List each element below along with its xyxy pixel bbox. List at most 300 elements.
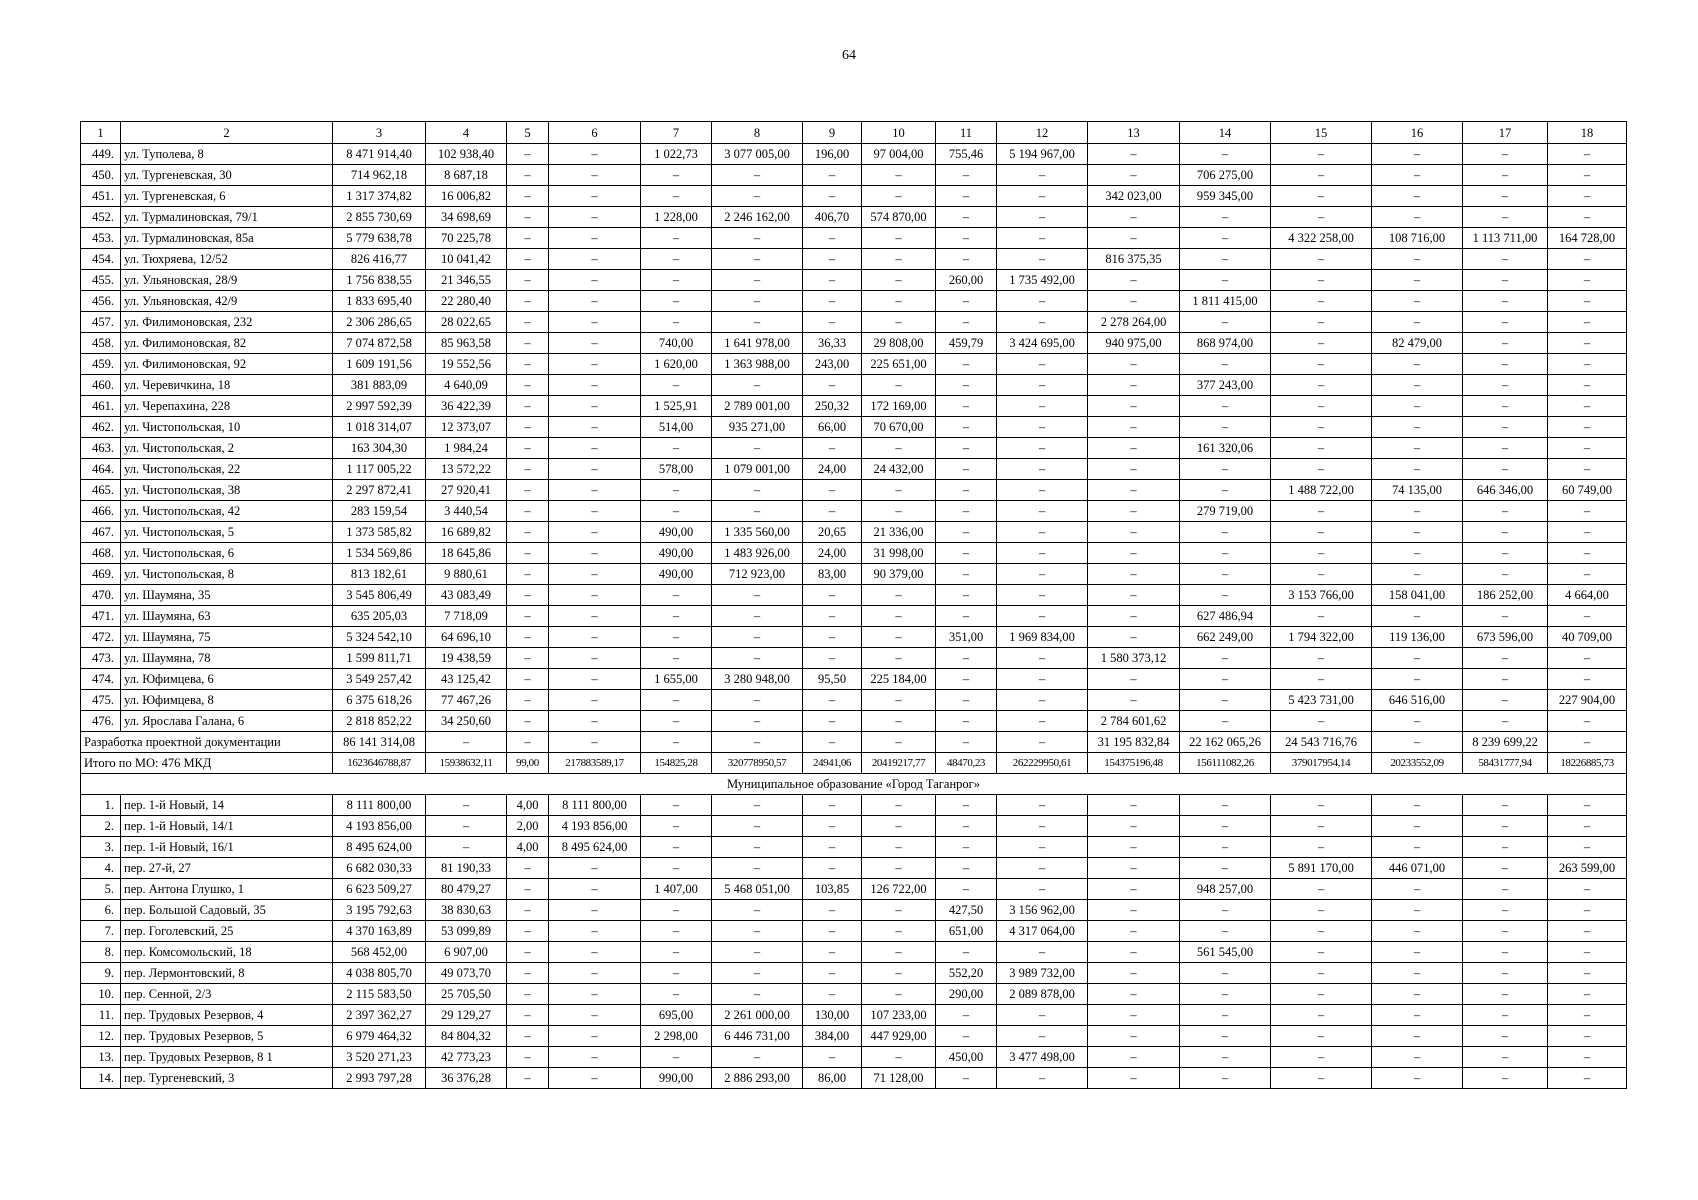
table-cell: – [997, 942, 1088, 963]
table-cell: – [1548, 606, 1627, 627]
table-cell: – [1180, 669, 1271, 690]
table-cell: 2 784 601,62 [1088, 711, 1180, 732]
table-cell: – [549, 1026, 641, 1047]
table-cell: 70 225,78 [426, 228, 507, 249]
table-cell: – [936, 165, 997, 186]
table-cell: – [997, 669, 1088, 690]
table-cell: – [507, 732, 549, 753]
table-cell: – [1372, 837, 1463, 858]
table-cell: – [1180, 921, 1271, 942]
table-cell: 19 552,56 [426, 354, 507, 375]
table-cell: – [1271, 1068, 1372, 1089]
table-cell: – [1463, 648, 1548, 669]
table-row [81, 963, 1627, 984]
table-cell: – [712, 270, 803, 291]
table-cell: – [1463, 396, 1548, 417]
table-cell: – [712, 648, 803, 669]
table-cell: ул. Чистопольская, 8 [121, 564, 333, 585]
table-cell: – [1271, 543, 1372, 564]
table-cell: – [1271, 837, 1372, 858]
table-cell: – [1271, 354, 1372, 375]
table-cell: – [1088, 354, 1180, 375]
table-cell: 10. [81, 984, 121, 1005]
table-cell: – [549, 207, 641, 228]
table-cell: – [1271, 291, 1372, 312]
table-cell: – [862, 501, 936, 522]
table-cell: – [507, 858, 549, 879]
table-cell: – [549, 648, 641, 669]
table-cell: 196,00 [803, 144, 862, 165]
table-cell: – [549, 900, 641, 921]
table-cell: 4. [81, 858, 121, 879]
table-cell: 107 233,00 [862, 1005, 936, 1026]
table-cell: – [862, 627, 936, 648]
table-cell: – [803, 942, 862, 963]
table-cell: – [1372, 396, 1463, 417]
table-cell: – [641, 1047, 712, 1068]
table-cell: – [1180, 858, 1271, 879]
table-cell: – [1372, 459, 1463, 480]
table-cell: – [936, 1068, 997, 1089]
table-cell: – [1088, 1005, 1180, 1026]
table-cell: – [641, 312, 712, 333]
table-cell: – [549, 459, 641, 480]
table-cell: 466. [81, 501, 121, 522]
table-cell: – [1548, 1005, 1627, 1026]
table-row [81, 606, 1627, 627]
table-cell: 15 [1271, 122, 1372, 144]
table-cell: – [549, 879, 641, 900]
table-cell: – [507, 669, 549, 690]
table-cell: – [1372, 207, 1463, 228]
table-cell: – [1548, 186, 1627, 207]
table-cell: 83,00 [803, 564, 862, 585]
table-cell: – [1180, 522, 1271, 543]
table-cell: – [1271, 522, 1372, 543]
table-cell: 474. [81, 669, 121, 690]
table-cell: – [1548, 900, 1627, 921]
table-cell: – [1271, 186, 1372, 207]
table-cell: ул. Тургеневская, 6 [121, 186, 333, 207]
table-cell: – [549, 1005, 641, 1026]
table-cell: – [936, 585, 997, 606]
table-cell: 64 696,10 [426, 627, 507, 648]
table-cell: 461. [81, 396, 121, 417]
table-cell: – [712, 186, 803, 207]
table-cell: – [803, 480, 862, 501]
table-cell: 48470,23 [936, 753, 997, 774]
table-cell: – [1372, 942, 1463, 963]
table-cell: – [997, 543, 1088, 564]
table-cell: 467. [81, 522, 121, 543]
table-cell: 1 079 001,00 [712, 459, 803, 480]
table-cell: 3 520 271,23 [333, 1047, 426, 1068]
table-cell: – [1463, 333, 1548, 354]
table-cell: – [641, 270, 712, 291]
table-cell: 5 423 731,00 [1271, 690, 1372, 711]
table-cell: – [1463, 207, 1548, 228]
table-cell: – [507, 417, 549, 438]
table-cell: – [507, 1068, 549, 1089]
table-cell: – [549, 669, 641, 690]
table-cell: 574 870,00 [862, 207, 936, 228]
table-cell: – [1088, 417, 1180, 438]
section-row [81, 774, 1627, 795]
table-cell: 66,00 [803, 417, 862, 438]
table-cell: – [997, 312, 1088, 333]
table-cell: 24,00 [803, 543, 862, 564]
table-cell: – [803, 186, 862, 207]
table-cell: 5 324 542,10 [333, 627, 426, 648]
table-cell: – [641, 837, 712, 858]
table-cell: – [507, 1026, 549, 1047]
table-cell: 695,00 [641, 1005, 712, 1026]
table-cell: 6 979 464,32 [333, 1026, 426, 1047]
table-cell: – [803, 963, 862, 984]
table-cell: – [1463, 879, 1548, 900]
table-cell: – [997, 417, 1088, 438]
table-cell: – [997, 480, 1088, 501]
table-cell: – [549, 1047, 641, 1068]
table-cell: – [803, 312, 862, 333]
table-cell: ул. Шаумяна, 75 [121, 627, 333, 648]
table-cell: – [997, 438, 1088, 459]
table-cell: 627 486,94 [1180, 606, 1271, 627]
table-row [81, 207, 1627, 228]
table-cell: – [712, 249, 803, 270]
table-row [81, 1068, 1627, 1089]
table-cell: 1 018 314,07 [333, 417, 426, 438]
table-cell: ул. Турмалиновская, 85а [121, 228, 333, 249]
table-cell: – [1088, 984, 1180, 1005]
table-cell: – [1372, 963, 1463, 984]
table-cell: 469. [81, 564, 121, 585]
table-cell: – [641, 249, 712, 270]
table-cell: – [1088, 375, 1180, 396]
table-cell: – [1463, 900, 1548, 921]
table-row [81, 669, 1627, 690]
table-cell: пер. Трудовых Резервов, 5 [121, 1026, 333, 1047]
table-cell: – [507, 711, 549, 732]
table-cell: – [862, 963, 936, 984]
table-cell: – [997, 837, 1088, 858]
table-cell: – [803, 438, 862, 459]
table-cell: – [1088, 1047, 1180, 1068]
table-cell: – [712, 480, 803, 501]
table-cell: 9 [803, 122, 862, 144]
table-cell: 225 184,00 [862, 669, 936, 690]
table-cell: – [1088, 942, 1180, 963]
table-cell: – [1372, 249, 1463, 270]
table-row [81, 291, 1627, 312]
table-cell: 20419217,77 [862, 753, 936, 774]
table-cell: 490,00 [641, 564, 712, 585]
table-cell: 1 620,00 [641, 354, 712, 375]
table-row [81, 438, 1627, 459]
table-cell: – [1180, 207, 1271, 228]
table-cell: – [936, 186, 997, 207]
table-cell: – [997, 585, 1088, 606]
table-cell: – [1088, 585, 1180, 606]
table-cell: – [549, 564, 641, 585]
table-cell: 77 467,26 [426, 690, 507, 711]
table-cell: – [507, 921, 549, 942]
table-cell: 13 572,22 [426, 459, 507, 480]
table-cell: 475. [81, 690, 121, 711]
table-cell: 381 883,09 [333, 375, 426, 396]
table-row [81, 816, 1627, 837]
table-cell: – [936, 396, 997, 417]
table-cell: – [1548, 207, 1627, 228]
table-cell: – [549, 543, 641, 564]
table-cell: 4 193 856,00 [333, 816, 426, 837]
table-cell: – [507, 249, 549, 270]
table-cell: 81 190,33 [426, 858, 507, 879]
table-cell: ул. Филимоновская, 92 [121, 354, 333, 375]
table-cell: – [862, 732, 936, 753]
table-cell: 1 [81, 122, 121, 144]
table-cell: – [1372, 522, 1463, 543]
table-cell: 161 320,06 [1180, 438, 1271, 459]
table-cell: – [507, 228, 549, 249]
table-cell: – [1088, 795, 1180, 816]
table-row [81, 375, 1627, 396]
table-cell: – [1463, 522, 1548, 543]
table-cell: – [641, 186, 712, 207]
table-cell: – [1548, 543, 1627, 564]
table-cell: – [549, 291, 641, 312]
table-cell: 8 471 914,40 [333, 144, 426, 165]
table-cell: 31 195 832,84 [1088, 732, 1180, 753]
table-cell: 2 886 293,00 [712, 1068, 803, 1089]
table-cell: – [507, 648, 549, 669]
table-cell: 103,85 [803, 879, 862, 900]
table-cell: – [997, 207, 1088, 228]
table-cell: 813 182,61 [333, 564, 426, 585]
table-cell: – [1372, 816, 1463, 837]
table-cell: 578,00 [641, 459, 712, 480]
table-cell: – [803, 228, 862, 249]
table-cell: – [1180, 816, 1271, 837]
table-row [81, 333, 1627, 354]
table-row [81, 270, 1627, 291]
table-cell: – [1548, 501, 1627, 522]
table-cell: – [507, 585, 549, 606]
table-cell: – [1180, 1005, 1271, 1026]
table-cell: 552,20 [936, 963, 997, 984]
table-cell: 1 022,73 [641, 144, 712, 165]
table-cell: 5 779 638,78 [333, 228, 426, 249]
table-cell: 86,00 [803, 1068, 862, 1089]
table-cell: 2 298,00 [641, 1026, 712, 1047]
table-cell: пер. Большой Садовый, 35 [121, 900, 333, 921]
table-cell: ул. Шаумяна, 63 [121, 606, 333, 627]
table-cell: 1 735 492,00 [997, 270, 1088, 291]
table-cell: 459,79 [936, 333, 997, 354]
table-cell: – [1463, 186, 1548, 207]
table-cell: 6. [81, 900, 121, 921]
table-cell: – [997, 879, 1088, 900]
table-cell: – [549, 711, 641, 732]
table-cell: – [997, 459, 1088, 480]
table-cell: 473. [81, 648, 121, 669]
table-cell: – [997, 1005, 1088, 1026]
table-row [81, 921, 1627, 942]
table-cell: ул. Черевичкина, 18 [121, 375, 333, 396]
table-cell: – [1463, 837, 1548, 858]
table-row [81, 984, 1627, 1005]
table-cell: 34 698,69 [426, 207, 507, 228]
table-cell: – [507, 543, 549, 564]
table-row [81, 417, 1627, 438]
table-cell: – [803, 606, 862, 627]
table-cell: – [1271, 963, 1372, 984]
table-cell: – [1180, 795, 1271, 816]
table-row [81, 1005, 1627, 1026]
table-cell: – [1088, 837, 1180, 858]
table-row [81, 942, 1627, 963]
table-cell: 21 346,55 [426, 270, 507, 291]
table-cell: 225 651,00 [862, 354, 936, 375]
table-cell: – [641, 858, 712, 879]
table-cell: 15938632,11 [426, 753, 507, 774]
table-cell: 1 483 926,00 [712, 543, 803, 564]
table-cell: – [1548, 375, 1627, 396]
table-cell: – [507, 480, 549, 501]
table-cell: 263 599,00 [1548, 858, 1627, 879]
table-cell: – [641, 900, 712, 921]
table-cell: – [997, 606, 1088, 627]
table-cell: – [803, 375, 862, 396]
table-cell: – [1463, 501, 1548, 522]
table-cell: – [549, 312, 641, 333]
table-cell: 464. [81, 459, 121, 480]
table-cell: 8 495 624,00 [333, 837, 426, 858]
table-cell: – [1271, 795, 1372, 816]
table-cell: – [712, 1047, 803, 1068]
table-cell: 8. [81, 942, 121, 963]
table-cell: 11 [936, 122, 997, 144]
table-cell: 447 929,00 [862, 1026, 936, 1047]
table-cell: – [1372, 186, 1463, 207]
table-cell: 706 275,00 [1180, 165, 1271, 186]
table-cell: 755,46 [936, 144, 997, 165]
table-cell: – [1088, 543, 1180, 564]
table-cell: – [507, 144, 549, 165]
table-cell: – [936, 291, 997, 312]
table-cell: 227 904,00 [1548, 690, 1627, 711]
table-cell: – [712, 312, 803, 333]
table-cell: – [803, 900, 862, 921]
table-cell: – [507, 186, 549, 207]
table-cell: – [712, 585, 803, 606]
table-cell: – [1372, 417, 1463, 438]
table-cell: – [1088, 480, 1180, 501]
design-row [81, 732, 1627, 753]
table-cell: 102 938,40 [426, 144, 507, 165]
table-cell: 4 370 163,89 [333, 921, 426, 942]
table-cell: – [1271, 942, 1372, 963]
table-cell: 568 452,00 [333, 942, 426, 963]
table-cell: 5 891 170,00 [1271, 858, 1372, 879]
table-cell: – [997, 186, 1088, 207]
table-cell: – [1088, 963, 1180, 984]
table-cell: 154375196,48 [1088, 753, 1180, 774]
table-row [81, 459, 1627, 480]
table-cell: 49 073,70 [426, 963, 507, 984]
table-cell: – [936, 858, 997, 879]
table-cell: – [507, 438, 549, 459]
table-cell: – [1088, 1026, 1180, 1047]
table-cell: 82 479,00 [1372, 333, 1463, 354]
table-cell: – [1088, 900, 1180, 921]
table-cell: – [549, 984, 641, 1005]
table-cell: – [997, 711, 1088, 732]
table-row [81, 900, 1627, 921]
table-cell: – [507, 963, 549, 984]
table-cell: – [1180, 564, 1271, 585]
table-cell: 948 257,00 [1180, 879, 1271, 900]
table-cell: – [549, 144, 641, 165]
table-cell: – [549, 438, 641, 459]
table-cell: – [936, 690, 997, 711]
table-cell: – [712, 900, 803, 921]
table-cell: – [1548, 312, 1627, 333]
table-cell: 470. [81, 585, 121, 606]
table-cell: – [1548, 1068, 1627, 1089]
table-cell: пер. Антона Глушко, 1 [121, 879, 333, 900]
table-row [81, 690, 1627, 711]
table-cell: – [1463, 375, 1548, 396]
table-cell: – [1463, 858, 1548, 879]
table-cell: – [997, 564, 1088, 585]
table-cell: пер. Сенной, 2/3 [121, 984, 333, 1005]
table-cell: – [1271, 165, 1372, 186]
table-cell: – [712, 795, 803, 816]
table-cell: – [1372, 375, 1463, 396]
table-cell: – [549, 585, 641, 606]
table-cell: – [1271, 921, 1372, 942]
table-cell: – [862, 270, 936, 291]
table-cell: 40 709,00 [1548, 627, 1627, 648]
table-row [81, 795, 1627, 816]
table-cell: – [936, 606, 997, 627]
table-cell: – [712, 291, 803, 312]
table-cell: 42 773,23 [426, 1047, 507, 1068]
table-cell: 3 156 962,00 [997, 900, 1088, 921]
table-cell: – [1548, 165, 1627, 186]
table-cell: 24 543 716,76 [1271, 732, 1372, 753]
table-cell: – [862, 858, 936, 879]
table-cell: – [862, 984, 936, 1005]
table-cell: пер. 1-й Новый, 14/1 [121, 816, 333, 837]
table-cell: – [936, 732, 997, 753]
table-cell: – [1271, 606, 1372, 627]
table-cell: – [1463, 942, 1548, 963]
table-cell: 476. [81, 711, 121, 732]
table-cell: 453. [81, 228, 121, 249]
table-cell: – [862, 228, 936, 249]
table-cell: 455. [81, 270, 121, 291]
table-cell: – [1180, 900, 1271, 921]
table-cell: 2 306 286,65 [333, 312, 426, 333]
table-cell: – [1271, 249, 1372, 270]
table-cell: – [1548, 249, 1627, 270]
table-cell: 9. [81, 963, 121, 984]
table-cell: – [1271, 564, 1372, 585]
table-cell: 406,70 [803, 207, 862, 228]
table-cell: – [936, 1026, 997, 1047]
